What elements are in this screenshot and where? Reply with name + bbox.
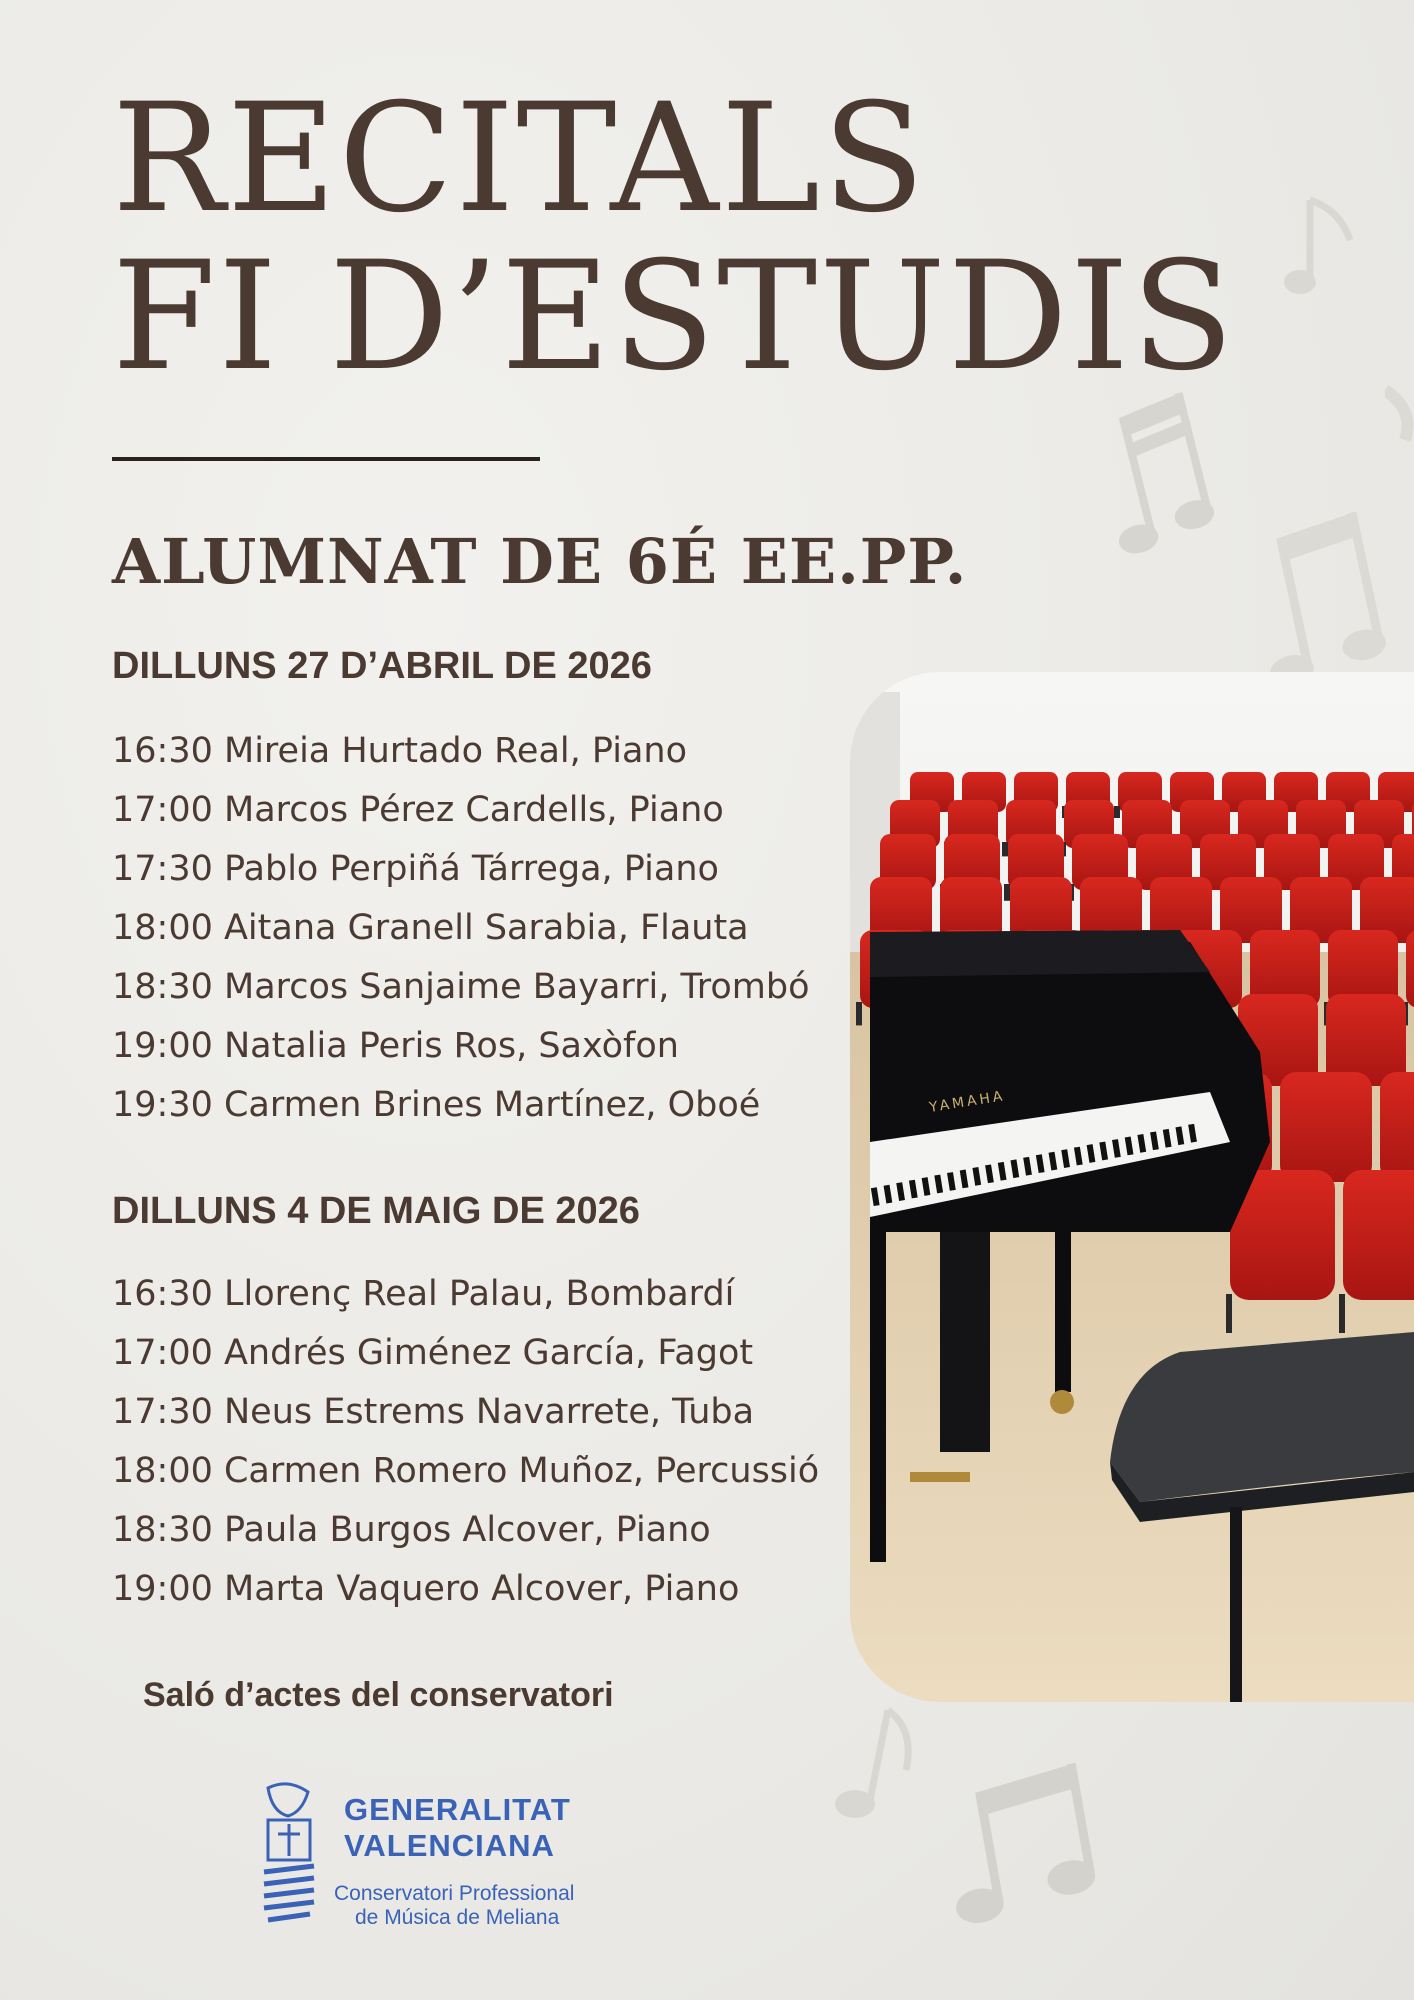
poster-title bbox=[112, 72, 1236, 404]
recital-item: 18:30 Paula Burgos Alcover, Piano bbox=[112, 1510, 711, 1550]
day1-heading: DILLUNS 27 D’ABRIL DE 2026 bbox=[112, 645, 652, 687]
concert-hall-photo bbox=[850, 672, 1414, 1702]
recital-item: 18:30 Marcos Sanjaime Bayarri, Trombó bbox=[112, 967, 810, 1007]
piano-brand: YAMAHA bbox=[928, 1088, 1007, 1116]
generalitat-logo bbox=[258, 1782, 638, 1932]
day2-heading: DILLUNS 4 DE MAIG DE 2026 bbox=[112, 1190, 640, 1232]
seat-armrest bbox=[1339, 1294, 1345, 1333]
subtitle: ALUMNAT DE 6É EE.PP. bbox=[112, 525, 968, 598]
seat bbox=[1280, 1072, 1372, 1182]
logo-valenciana: VALENCIANA bbox=[344, 1828, 555, 1863]
logo-generalitat: GENERALITAT bbox=[344, 1792, 571, 1827]
seat-armrest bbox=[1114, 806, 1120, 818]
recital-item: 17:30 Pablo Perpiñá Tárrega, Piano bbox=[112, 849, 719, 889]
venue-text: Saló d’actes del conservatori bbox=[143, 1676, 614, 1714]
recital-item: 17:30 Neus Estrems Navarrete, Tuba bbox=[112, 1392, 755, 1432]
music-note-icon bbox=[1095, 390, 1225, 570]
title-divider bbox=[112, 457, 540, 461]
recital-item: 16:30 Mireia Hurtado Real, Piano bbox=[112, 731, 687, 771]
seat-armrest bbox=[1226, 1294, 1232, 1333]
music-note-icon bbox=[810, 1700, 930, 1840]
logo-conservatori: Conservatori Professional bbox=[334, 1882, 575, 1905]
seat bbox=[1406, 930, 1414, 1008]
recital-item: 18:00 Aitana Granell Sarabia, Flauta bbox=[112, 908, 749, 948]
title-line-1: RECITALS bbox=[112, 72, 927, 246]
recital-item: 16:30 Llorenç Real Palau, Bombardí bbox=[112, 1274, 735, 1314]
seat-armrest bbox=[1002, 842, 1008, 856]
coat-of-arms-icon bbox=[258, 1782, 320, 1932]
recital-item: 19:30 Carmen Brines Martínez, Oboé bbox=[112, 1085, 761, 1125]
seat bbox=[1343, 1170, 1414, 1300]
title-line-2: FI D’ESTUDIS bbox=[112, 230, 1236, 404]
music-note-icon bbox=[1250, 500, 1400, 700]
day2-schedule bbox=[112, 1265, 819, 1619]
day1-schedule bbox=[112, 722, 810, 1135]
music-note-icon bbox=[930, 1755, 1120, 1935]
logo-meliana: de Música de Meliana bbox=[355, 1906, 560, 1929]
recital-item: 19:00 Marta Vaquero Alcover, Piano bbox=[112, 1569, 740, 1609]
recital-item: 17:00 Andrés Giménez García, Fagot bbox=[112, 1333, 754, 1373]
recital-item: 18:00 Carmen Romero Muñoz, Percussió bbox=[112, 1451, 820, 1491]
recital-item: 19:00 Natalia Peris Ros, Saxòfon bbox=[112, 1026, 679, 1066]
seat-armrest bbox=[856, 1002, 862, 1025]
music-note-icon bbox=[1280, 190, 1360, 310]
recital-item: 17:00 Marcos Pérez Cardells, Piano bbox=[112, 790, 724, 830]
music-note-icon bbox=[1385, 380, 1414, 460]
seat bbox=[1380, 1072, 1414, 1182]
seat-armrest bbox=[1004, 884, 1010, 901]
